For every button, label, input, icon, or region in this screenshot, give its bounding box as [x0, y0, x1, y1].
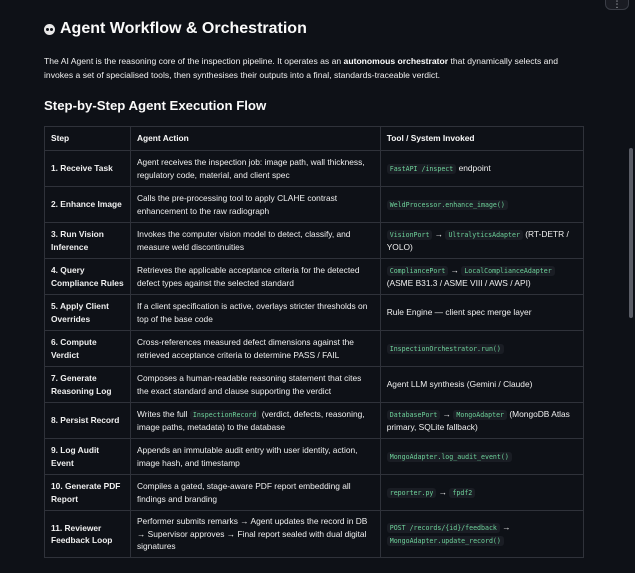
step-cell: 2. Enhance Image [45, 187, 131, 223]
step-cell: 11. Reviewer Feedback Loop [45, 511, 131, 558]
table-row [45, 403, 584, 439]
inline-text: → [440, 408, 454, 419]
step-cell: 4. Query Compliance Rules [45, 259, 131, 295]
table-body [45, 151, 584, 558]
inline-code: FastAPI /inspect [387, 164, 457, 174]
page-title-text: Agent Workflow & Orchestration [60, 20, 307, 37]
step-cell: 10. Generate PDF Report [45, 475, 131, 511]
inline-code: POST /records/{id}/feedback [387, 523, 500, 533]
inline-text: → [432, 228, 446, 239]
agent-action-cell: Performer submits remarks → Agent updates the record in DB → Supervisor approves → Final report sealed with dual digital signatures [130, 511, 380, 558]
tool-invoked-cell [380, 511, 583, 558]
step-cell: 9. Log Audit Event [45, 439, 131, 475]
inline-code: UltralyticsAdapter [445, 230, 522, 240]
table-header-row [45, 127, 584, 151]
inline-code: MongoAdapter.log_audit_event() [387, 452, 512, 462]
inline-text: Rule Engine — client spec merge layer [386, 307, 532, 318]
tool-invoked-cell [380, 295, 583, 331]
section-heading: Step-by-Step Agent Execution Flow [44, 98, 267, 113]
inline-code: DatabasePort [387, 410, 441, 420]
inline-code: WeldProcessor.enhance_image() [387, 200, 508, 210]
agent-action-cell: Agent receives the inspection job: image path, wall thickness, regulatory code, material, and client spec [130, 151, 380, 187]
inline-code: MongoAdapter.update_record() [387, 536, 504, 546]
inline-code: MongoAdapter [453, 410, 507, 420]
column-header-step: Step [45, 127, 131, 151]
table-row [45, 511, 584, 558]
agent-action-cell [130, 403, 380, 439]
inline-code: LocalComplianceAdapter [461, 266, 554, 276]
page-scrollbar[interactable] [629, 148, 633, 318]
inline-text: endpoint [456, 162, 491, 173]
inline-text: → [448, 264, 462, 275]
table-row [45, 331, 584, 367]
tool-invoked-cell [380, 367, 583, 403]
tool-invoked-cell [380, 475, 583, 511]
agent-action-cell: Appends an immutable audit entry with user identity, action, image hash, and timestamp [130, 439, 380, 475]
main-content [44, 18, 589, 558]
table-row [45, 259, 584, 295]
tool-invoked-cell [380, 187, 583, 223]
tool-invoked-cell [380, 403, 583, 439]
table-row [45, 187, 584, 223]
inline-text: → [499, 521, 511, 532]
table-row [45, 151, 584, 187]
inline-code: reporter.py [387, 488, 437, 498]
table-row [45, 223, 584, 259]
step-cell: 6. Compute Verdict [45, 331, 131, 367]
inline-text: → [436, 486, 450, 497]
inline-text: Agent LLM synthesis (Gemini / Claude) [386, 379, 533, 390]
intro-bold-text: autonomous orchestrator [343, 56, 449, 66]
column-header-action: Agent Action [130, 127, 380, 151]
step-cell: 7. Generate Reasoning Log [45, 367, 131, 403]
agent-action-cell: Invokes the computer vision model to detect, classify, and measure weld discontinuities [130, 223, 380, 259]
agent-action-cell: Calls the pre-processing tool to apply CLAHE contrast enhancement to the raw radiograph [130, 187, 380, 223]
table-row [45, 295, 584, 331]
step-cell: 8. Persist Record [45, 403, 131, 439]
step-cell: 5. Apply Client Overrides [45, 295, 131, 331]
inline-code: fpdf2 [449, 488, 475, 498]
inline-code: VisionPort [387, 230, 433, 240]
step-cell: 3. Run Vision Inference [45, 223, 131, 259]
intro-text-1: The AI Agent is the reasoning core of the inspection pipeline. It operates as an [44, 56, 344, 66]
tool-invoked-cell [380, 259, 583, 295]
tool-invoked-cell [380, 223, 583, 259]
table-row [45, 439, 584, 475]
inline-code: InspectionRecord [190, 410, 260, 420]
step-cell: 1. Receive Task [45, 151, 131, 187]
inline-code: CompliancePort [387, 266, 449, 276]
inline-code: InspectionOrchestrator.run() [387, 344, 504, 354]
agent-action-cell: If a client specification is active, overlays stricter thresholds on top of the base code [130, 295, 380, 331]
column-header-tool: Tool / System Invoked [380, 127, 583, 151]
page-title [44, 18, 589, 40]
inline-text: Writes the full [136, 408, 190, 419]
inline-text: (MongoDB Atlas primary, SQLite fallback) [386, 408, 570, 432]
table-row [45, 367, 584, 403]
robot-face-icon [44, 24, 55, 35]
agent-action-cell: Retrieves the applicable acceptance criteria for the detected defect types against the selected standard [130, 259, 380, 295]
tool-invoked-cell [380, 439, 583, 475]
agent-action-cell: Composes a human-readable reasoning statement that cites the exact standard and clause supporting the verdict [130, 367, 380, 403]
intro-paragraph [44, 54, 589, 82]
table-row [45, 475, 584, 511]
tool-invoked-cell [380, 331, 583, 367]
intro-text-2: that dynamically selects and invokes a set of specialised tools, then synthesises their outputs into a final, standards-traceable verdict. [44, 56, 558, 80]
inline-text: (verdict, defects, reasoning, image paths, metadata) to the database [136, 408, 365, 432]
agent-action-cell: Compiles a gated, stage-aware PDF report embedding all findings and branding [130, 475, 380, 511]
agent-action-cell: Cross-references measured defect dimensions against the retrieved acceptance criteria to determine PASS / FAIL [130, 331, 380, 367]
more-options-button[interactable]: ⋮ [605, 0, 629, 10]
inline-text: (RT-DETR / YOLO) [386, 228, 569, 252]
execution-flow-table [44, 126, 584, 558]
inline-text: (ASME B31.3 / ASME VIII / AWS / API) [386, 278, 531, 288]
tool-invoked-cell [380, 151, 583, 187]
